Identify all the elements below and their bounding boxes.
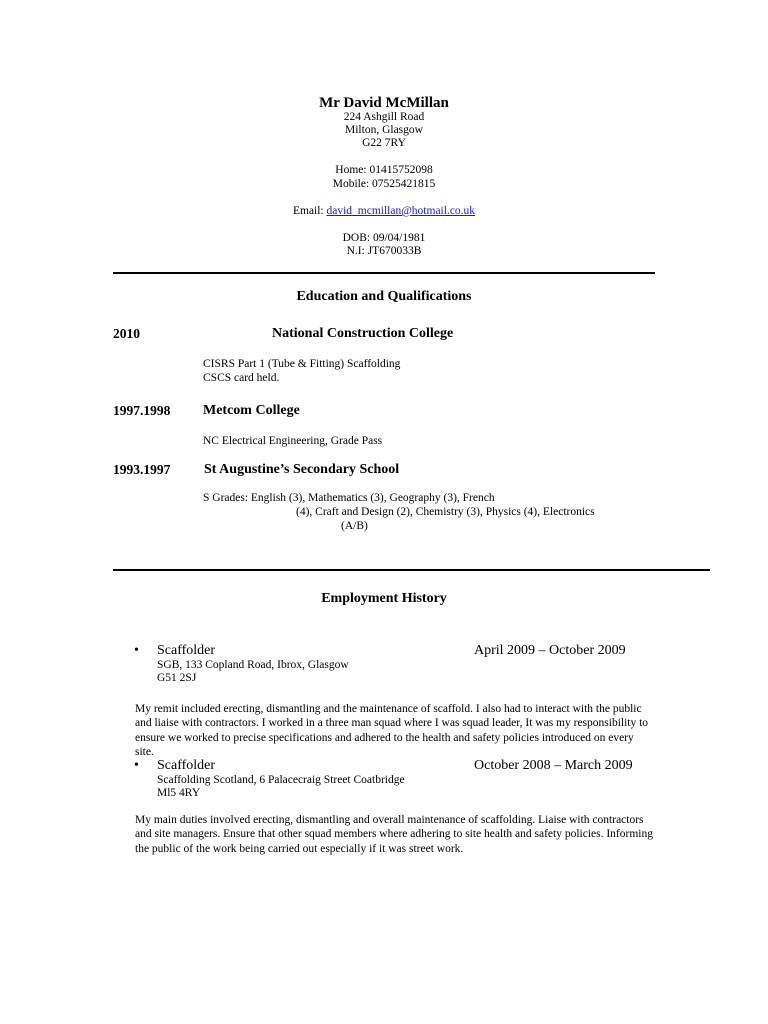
address-line-1: 224 Ashgill Road [343,111,425,123]
job-postcode-1: G51 2SJ [157,672,197,684]
job-description-2: My main duties involved erecting, dismantling and overall maintenance of scaffolding. Liaise with contractors and site managers. Ensure that other squad members where adhering to site health and safety policies. Informing the public of the work being carried out especially if it was street work. [135,814,653,855]
education-detail-3b: (4), Craft and Design (2), Chemistry (3), Physics (4), Electronics [296,506,595,518]
email-label: Email: [292,205,324,217]
education-institution-1: National Construction College [272,326,454,341]
education-detail-3c: (A/B) [341,520,368,532]
job-dates-2: October 2008 – March 2009 [474,758,633,773]
job-role-2: Scaffolder [157,758,216,773]
education-heading: Education and Qualifications [296,289,472,304]
education-institution-2: Metcom College [203,403,300,418]
education-year-1: 2010 [113,326,140,341]
address-line-2: Milton, Glasgow [345,124,423,136]
email-link[interactable]: david_mcmillan@hotmail.co.uk [326,205,476,217]
email-line [0,205,768,219]
employment-heading: Employment History [321,591,447,606]
job-employer-1: SGB, 133 Copland Road, Ibrox, Glasgow [157,659,349,671]
mobile-phone: 07525421815 [372,178,436,190]
divider-middle [113,569,710,571]
mobile-phone-line [0,178,768,192]
education-detail-1b: CSCS card held. [203,372,280,384]
education-detail-2a: NC Electrical Engineering, Grade Pass [203,435,383,447]
home-phone: 01415752098 [369,164,433,176]
education-institution-3: St Augustine’s Secondary School [204,462,400,477]
education-detail-3a: S Grades: English (3), Mathematics (3), Geography (3), French [203,492,495,504]
home-phone-label: Home: [335,164,367,176]
ni-number: N.I: JT670033B [346,245,422,257]
mobile-phone-label: Mobile: [332,178,370,190]
dob: DOB: 09/04/1981 [342,232,426,244]
candidate-name: Mr David McMillan [319,95,449,111]
education-year-2: 1997.1998 [113,403,171,418]
job-employer-2: Scaffolding Scotland, 6 Palacecraig Street Coatbridge [157,774,405,786]
job-description-1: My remit included erecting, dismantling and the maintenance of scaffold. I also had to interact with the public and liaise with contractors. I worked in a three man squad where I was squad leader, It was my responsibility to ensure we worked to precise specifications and adhered to the health and safety policies introduced on every site. [135,703,649,758]
education-detail-1a: CISRS Part 1 (Tube & Fitting) Scaffolding [203,358,401,370]
job-dates-1: April 2009 – October 2009 [474,643,626,658]
education-year-3: 1993.1997 [113,462,171,477]
address-line-3: G22 7RY [362,137,406,149]
divider-top [113,272,655,274]
job-bullet-2: • [134,758,139,773]
job-postcode-2: Ml5 4RY [157,787,201,799]
home-phone-line [0,164,768,178]
job-bullet-1: • [134,643,139,658]
job-role-1: Scaffolder [157,643,216,658]
